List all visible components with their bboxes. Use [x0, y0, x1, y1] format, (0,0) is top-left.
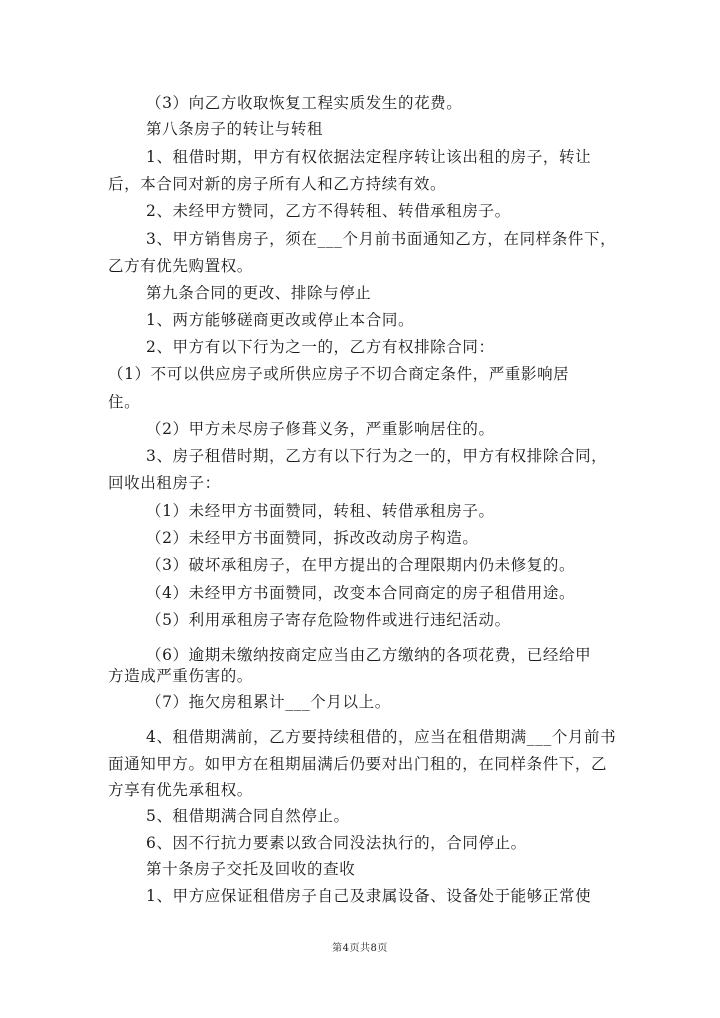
text-line: 住。: [108, 393, 141, 411]
text-line: 6、因不行抗力要素以致合同没法执行的，合同停止。: [146, 834, 527, 852]
text-line: 4、租借期满前，乙方要持续租借的，应当在租借期满___个月前书: [146, 728, 617, 746]
text-line: （5）利用承租房子寄存危险物件或进行违纪活动。: [146, 611, 511, 629]
text-line: 2、甲方有以下行为之一的，乙方有权排除合同：: [146, 338, 495, 356]
text-line: （1）未经甲方书面赞同，转租、转借承租房子。: [146, 502, 495, 520]
text-line: 面通知甲方。如甲方在租期届满后仍要对出门租的，在同样条件下，乙: [108, 755, 608, 773]
section-heading: 第十条房子交托及回收的查收: [146, 860, 356, 878]
text-line: 3、房子租借时期，乙方有以下行为之一的，甲方有权排除合同，: [146, 447, 608, 465]
text-line: 方享有优先承租权。: [108, 781, 253, 799]
section-heading: 第八条房子的转让与转租: [146, 120, 324, 138]
page-number-footer: 第4页共8页: [332, 943, 388, 954]
text-line: （7）拖欠房租累计___个月以上。: [146, 693, 391, 711]
text-line: 1、甲方应保证租借房子自己及隶属设备、设备处于能够正常使: [146, 887, 592, 905]
text-line: 乙方有优先购置权。: [108, 257, 253, 275]
text-line: （4）未经甲方书面赞同，改变本合同商定的房子租借用途。: [146, 584, 576, 602]
text-line: （3）破坏承租房子，在甲方提出的合理限期内仍未修复的。: [146, 556, 576, 574]
text-line: （3）向乙方收取恢复工程实质发生的花费。: [146, 94, 463, 112]
text-line: 后，本合同对新的房子所有人和乙方持续有效。: [108, 175, 447, 193]
text-line: 3、甲方销售房子，须在___个月前书面通知乙方，在同样条件下，: [146, 230, 617, 248]
text-line: （6）逾期未缴纳按商定应当由乙方缴纳的各项花费，已经给甲: [146, 646, 592, 664]
text-line: 1、两方能够磋商更改或停止本合同。: [146, 311, 415, 329]
text-line: （1）不可以供应房子或所供应房子不切合商定条件，严重影响居: [108, 365, 570, 383]
section-heading: 第九条合同的更改、排除与停止: [146, 284, 372, 302]
text-line: 2、未经甲方赞同，乙方不得转租、转借承租房子。: [146, 202, 511, 220]
text-line: 1、租借时期，甲方有权依据法定程序转让该出租的房子，转让: [146, 148, 592, 166]
text-line: 方造成严重伤害的。: [108, 667, 253, 685]
text-line: （2）甲方未尽房子修葺义务，严重影响居住的。: [146, 420, 495, 438]
text-line: 回收出租房子：: [108, 474, 221, 492]
text-line: 5、租借期满合同自然停止。: [146, 807, 350, 825]
text-line: （2）未经甲方书面赞同，拆改改动房子构造。: [146, 529, 479, 547]
